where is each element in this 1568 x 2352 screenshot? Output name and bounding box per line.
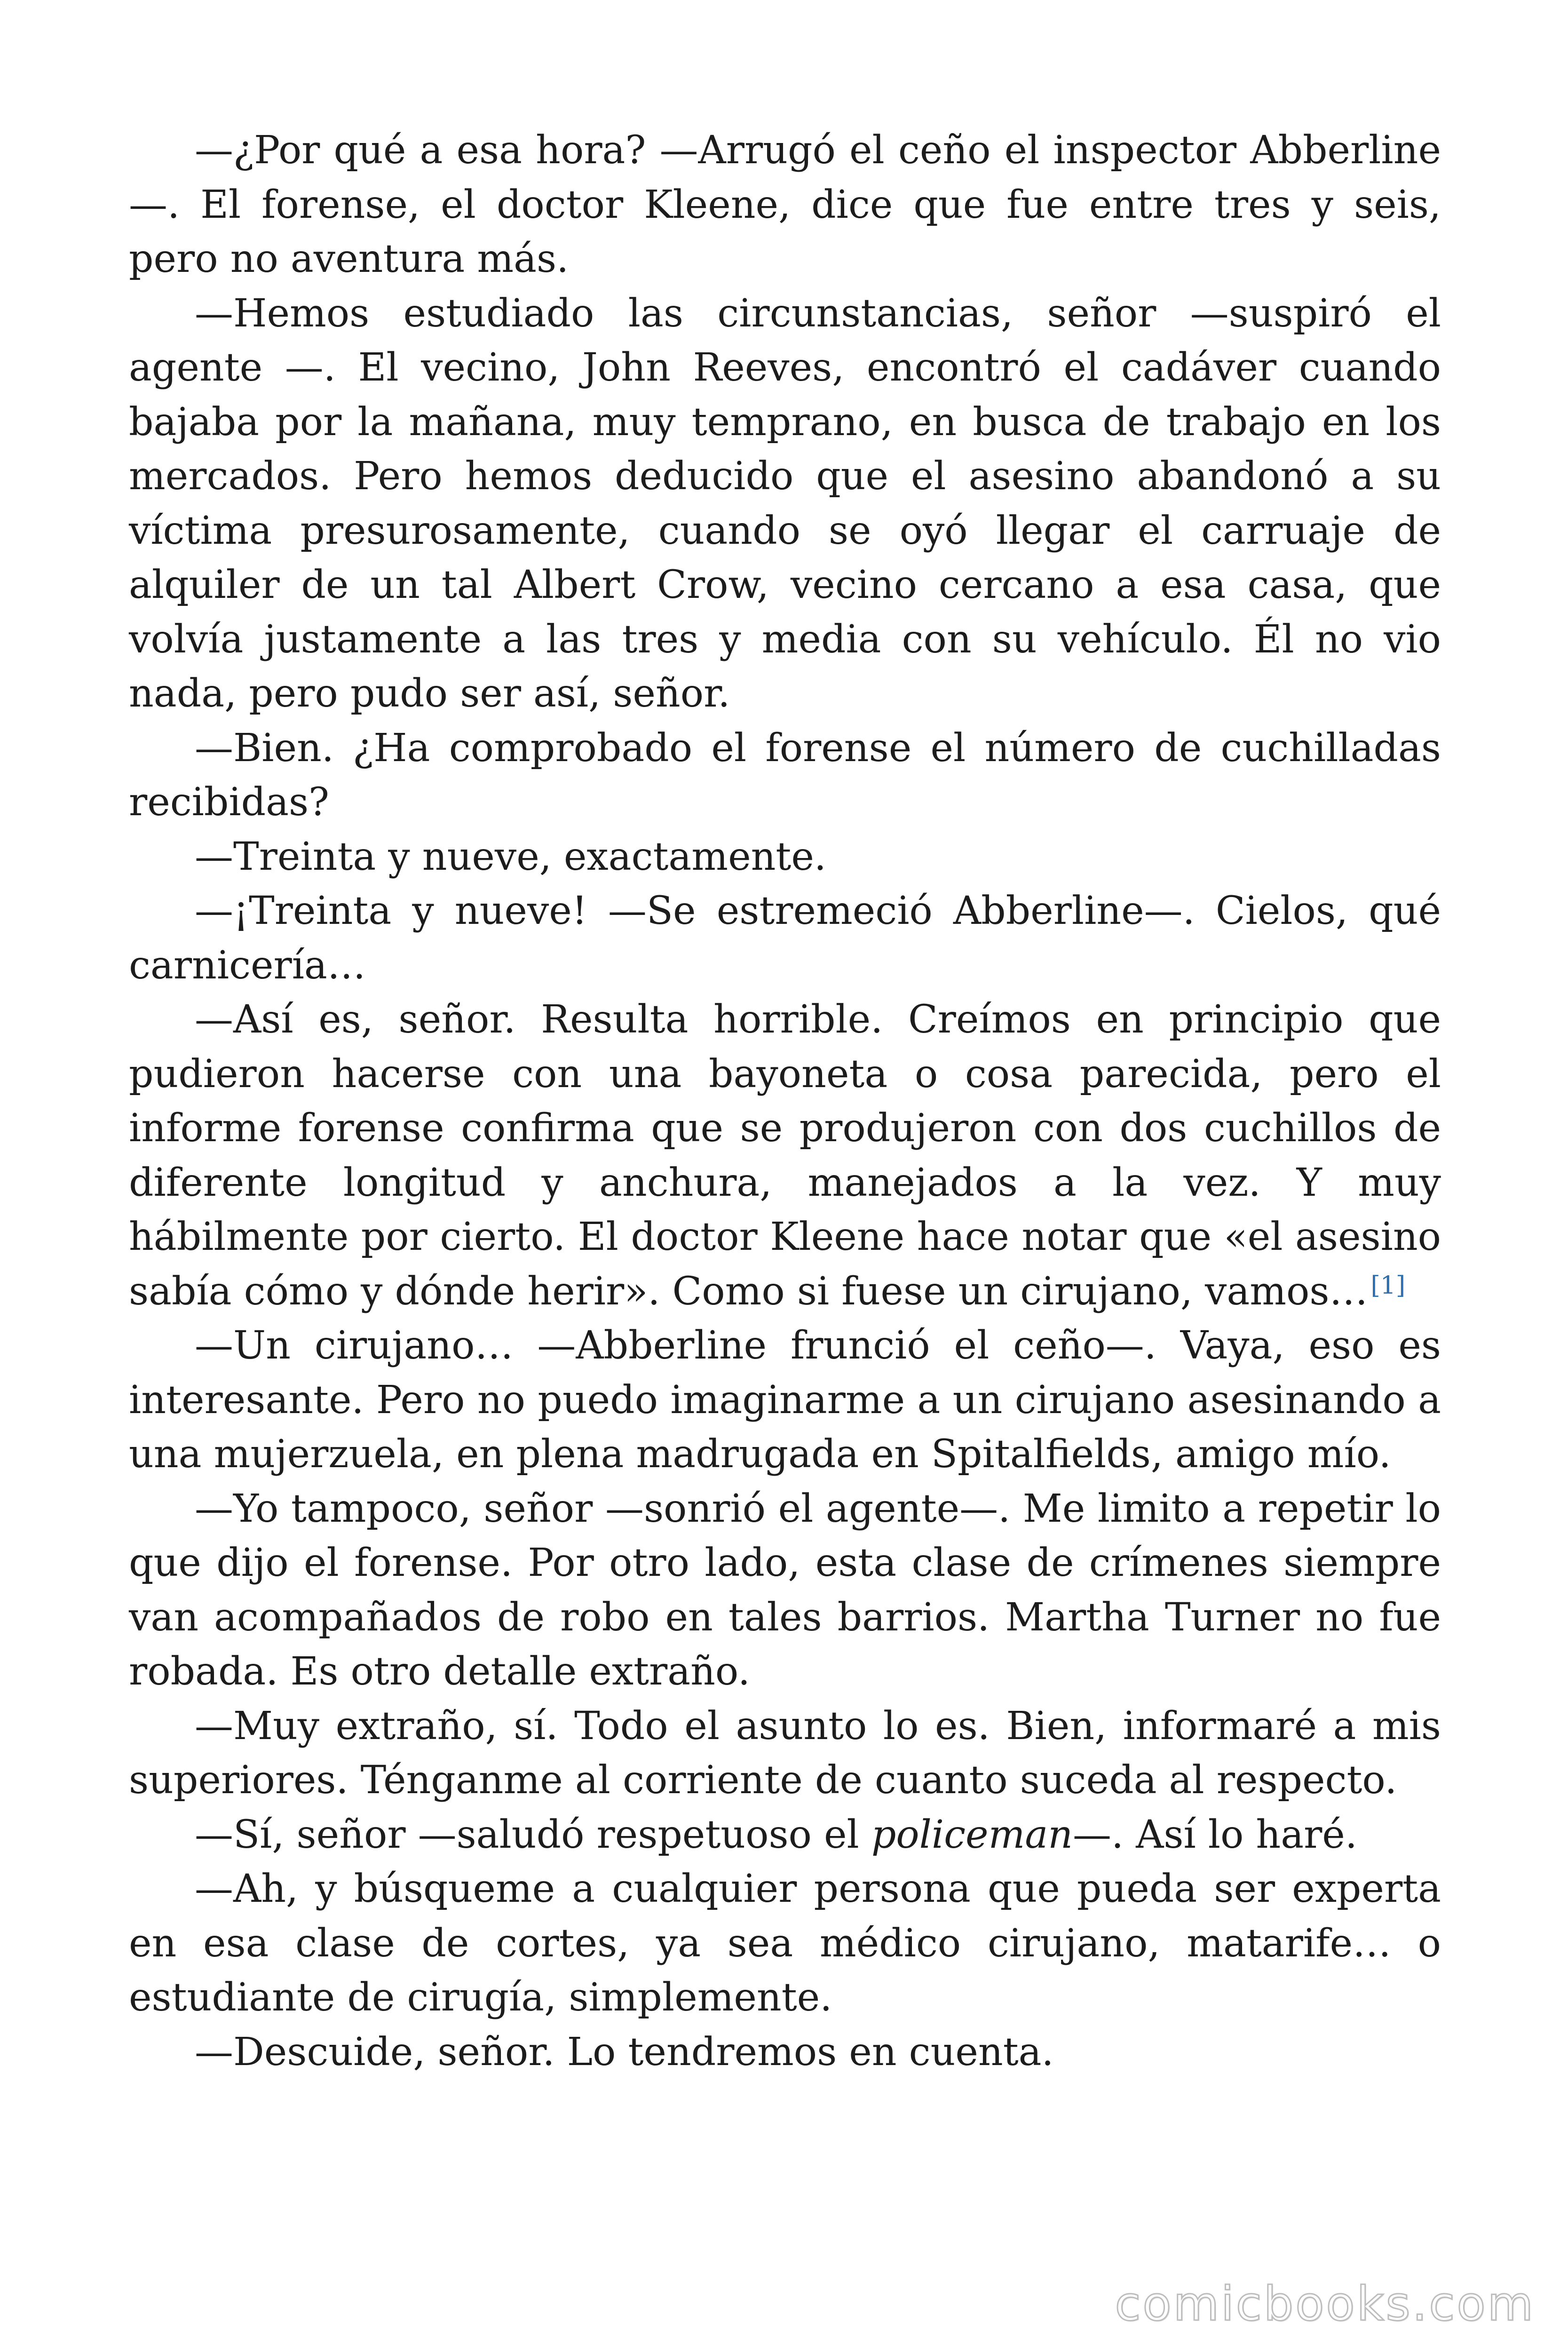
paragraph-1: [129, 123, 1441, 286]
paragraph-text: —Treinta y nueve, exactamente.: [195, 834, 826, 879]
paragraph-8: [129, 1482, 1441, 1699]
paragraph-11: [129, 1862, 1441, 2025]
paragraph-5: [129, 884, 1441, 993]
paragraph-3: [129, 721, 1441, 830]
paragraph-text: —¡Treinta y nueve! —Se estremeció Abberline—. Cielos, qué carnicería…: [129, 889, 1441, 988]
italic-word: policeman: [871, 1812, 1073, 1857]
page-body: [129, 123, 1441, 2079]
paragraph-text-before: —Sí, señor —saludó respetuoso el: [195, 1812, 871, 1857]
paragraph-12: [129, 2025, 1441, 2080]
paragraph-text: —Muy extraño, sí. Todo el asunto lo es. Bien, informaré a mis superiores. Ténganme al corriente de cuanto suceda al respecto.: [129, 1703, 1441, 1803]
paragraph-9: [129, 1699, 1441, 1808]
paragraph-10: [129, 1808, 1441, 1862]
paragraph-text: —Ah, y búsqueme a cualquier persona que pueda ser experta en esa clase de cortes, ya sea médico cirujano, matarife… o estudiante de cirugía, simplemente.: [129, 1867, 1441, 2020]
paragraph-7: [129, 1319, 1441, 1482]
paragraph-text: —Un cirujano… —Abberline frunció el ceño—. Vaya, eso es interesante. Pero no puedo imaginarme a un cirujano asesinando a una mujerzuela, en plena madrugada en Spitalfields, amigo mío.: [129, 1323, 1441, 1477]
paragraph-text: —Bien. ¿Ha comprobado el forense el número de cuchilladas recibidas?: [129, 725, 1441, 825]
paragraph-4: [129, 830, 1441, 884]
paragraph-text: —¿Por qué a esa hora? —Arrugó el ceño el inspector Abberline —. El forense, el doctor Kleene, dice que fue entre tres y seis, pero no aventura más.: [129, 128, 1441, 281]
paragraph-2: [129, 286, 1441, 721]
paragraph-text-after: —. Así lo haré.: [1073, 1812, 1357, 1857]
paragraph-text: —Hemos estudiado las circunstancias, señor —suspiró el agente —. El vecino, John Reeves, encontró el cadáver cuando bajaba por la mañana, muy temprano, en busca de trabajo en los mercados. Pero hemos deducido que el asesino abandonó a su víctima presurosamente, cuando se oyó llegar el carruaje de alquiler de un tal Albert Crow, vecino cercano a esa casa, que volvía justamente a las tres y media con su vehículo. Él no vio nada, pero pudo ser así, señor.: [129, 291, 1441, 716]
paragraph-text: —Descuide, señor. Lo tendremos en cuenta.: [195, 2029, 1054, 2074]
footnote-link[interactable]: [1]: [1370, 1271, 1406, 1300]
paragraph-text: —Yo tampoco, señor —sonrió el agente—. Me limito a repetir lo que dijo el forense. Por otro lado, esta clase de crímenes siempre van acompañados de robo en tales barrios. Martha Turner no fue robada. Es otro detalle extraño.: [129, 1486, 1441, 1694]
watermark: comicbooks.com: [1115, 2276, 1535, 2331]
paragraph-6: [129, 993, 1441, 1319]
paragraph-text: —Así es, señor. Resulta horrible. Creímos en principio que pudieron hacerse con una bayoneta o cosa parecida, pero el informe forense confirma que se produjeron con dos cuchillos de diferente longitud y anchura, manejados a la vez. Y muy hábilmente por cierto. El doctor Kleene hace notar que «el asesino sabía cómo y dónde herir». Como si fuese un cirujano, vamos…: [129, 997, 1441, 1314]
